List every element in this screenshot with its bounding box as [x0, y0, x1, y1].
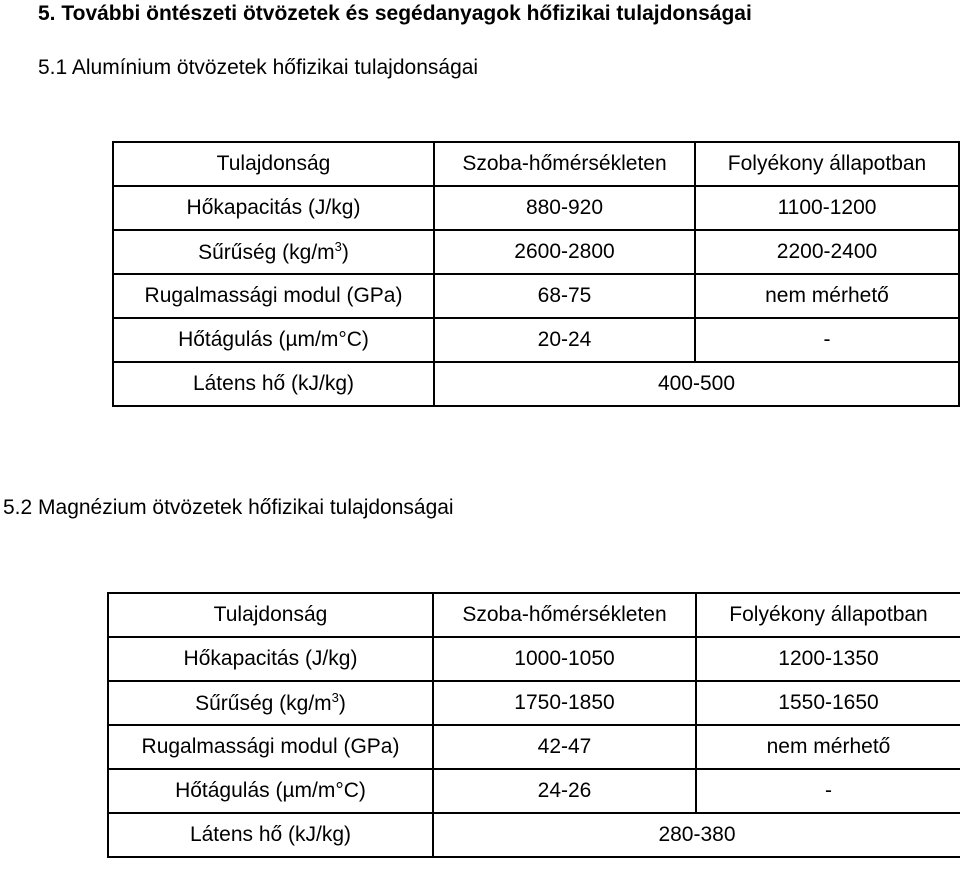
value-cell: 24-26: [433, 769, 696, 813]
header-cell-room-temp: Szoba-hőmérsékleten: [433, 593, 696, 637]
property-cell: Látens hő (kJ/kg): [108, 813, 433, 857]
table-row: [108, 637, 960, 681]
value-cell: 1200-1350: [696, 637, 960, 681]
value-cell: 880-920: [434, 186, 695, 230]
table-row: [113, 274, 959, 318]
section-title-aluminium: 5.1 Alumínium ötvözetek hőfizikai tulajdonságai: [38, 56, 479, 79]
table-row: [108, 813, 960, 857]
table-row: [108, 725, 960, 769]
magnesium-properties-table: [107, 592, 960, 858]
value-cell: nem mérhető: [695, 274, 959, 318]
density-label: Sűrűség (kg/m: [195, 692, 332, 715]
property-cell: Hőtágulás (µm/m°C): [108, 769, 433, 813]
value-cell: 1750-1850: [433, 681, 696, 725]
density-label-close: ): [341, 241, 349, 264]
value-cell: 1000-1050: [433, 637, 696, 681]
section-title-magnesium: 5.2 Magnézium ötvözetek hőfizikai tulajdonságai: [3, 496, 454, 519]
value-cell: 1100-1200: [695, 186, 959, 230]
value-cell: 68-75: [434, 274, 695, 318]
density-label: Sűrűség (kg/m: [198, 241, 335, 264]
value-cell: nem mérhető: [696, 725, 960, 769]
header-cell-property: Tulajdonság: [113, 142, 434, 186]
table-header-row: [108, 593, 960, 637]
property-cell: [108, 681, 433, 725]
header-cell-liquid: Folyékony állapotban: [695, 142, 959, 186]
value-cell: 20-24: [434, 318, 695, 362]
merged-value-cell: 400-500: [434, 362, 959, 406]
value-cell: 1550-1650: [696, 681, 960, 725]
property-cell: Hőkapacitás (J/kg): [108, 637, 433, 681]
property-cell: Rugalmassági modul (GPa): [113, 274, 434, 318]
property-cell: Hőkapacitás (J/kg): [113, 186, 434, 230]
property-cell: Hőtágulás (µm/m°C): [113, 318, 434, 362]
table-row: [113, 318, 959, 362]
table-row: [113, 362, 959, 406]
chapter-heading: 5. További öntészeti ötvözetek és segédanyagok hőfizikai tulajdonságai: [38, 2, 752, 25]
value-cell: 2200-2400: [695, 230, 959, 274]
table-row: [113, 186, 959, 230]
merged-value-cell: 280-380: [433, 813, 960, 857]
table-header-row: [113, 142, 959, 186]
value-cell: 42-47: [433, 725, 696, 769]
density-exponent: 3: [334, 239, 342, 254]
density-exponent: 3: [331, 690, 339, 705]
value-cell: 2600-2800: [434, 230, 695, 274]
header-cell-liquid: Folyékony állapotban: [696, 593, 960, 637]
property-cell: Rugalmassági modul (GPa): [108, 725, 433, 769]
density-label-close: ): [338, 692, 346, 715]
aluminium-properties-table: [112, 141, 960, 407]
value-cell: -: [695, 318, 959, 362]
value-cell: -: [696, 769, 960, 813]
property-cell: [113, 230, 434, 274]
table-row: [108, 681, 960, 725]
table-row: [108, 769, 960, 813]
header-cell-room-temp: Szoba-hőmérsékleten: [434, 142, 695, 186]
property-cell: Látens hő (kJ/kg): [113, 362, 434, 406]
header-cell-property: Tulajdonság: [108, 593, 433, 637]
table-row: [113, 230, 959, 274]
